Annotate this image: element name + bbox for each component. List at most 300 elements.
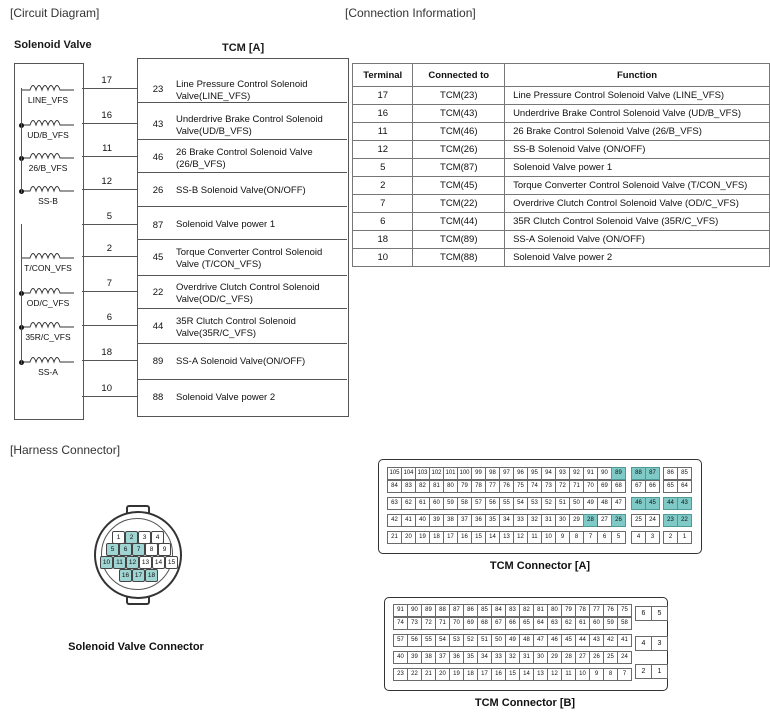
table-row xyxy=(353,159,770,177)
connector-cell: 36 xyxy=(471,514,486,527)
connector-pin: 13 xyxy=(139,556,152,569)
connector-cell: 34 xyxy=(477,651,492,664)
connector-cell: 9 xyxy=(589,668,604,681)
table-row xyxy=(353,195,770,213)
table-row xyxy=(353,231,770,249)
cell-connected-to: TCM(23) xyxy=(413,87,505,105)
cell-terminal: 16 xyxy=(353,105,413,123)
lead-wire xyxy=(82,360,137,361)
table-row xyxy=(353,105,770,123)
connector-cell: 23 xyxy=(663,514,678,527)
coil-label: OD/C_VFS xyxy=(26,298,70,308)
connector-cell: 41 xyxy=(617,634,632,647)
connector-cell: 86 xyxy=(463,604,478,617)
connector-cell: 86 xyxy=(663,467,678,480)
connector-cell: 82 xyxy=(519,604,534,617)
lead-wire xyxy=(82,291,137,292)
bus-wire-1 xyxy=(21,88,22,193)
connector-cell: 103 xyxy=(415,467,430,480)
connector-cell: 1 xyxy=(677,531,692,544)
connector-cell-side: 3 xyxy=(651,636,668,651)
connector-cell: 45 xyxy=(561,634,576,647)
connector-cell: 3 xyxy=(645,531,660,544)
cell-terminal: 17 xyxy=(353,87,413,105)
tcm-row-separator xyxy=(137,308,347,309)
cell-connected-to: TCM(43) xyxy=(413,105,505,123)
connector-pin: 10 xyxy=(100,556,113,569)
connector-cell: 60 xyxy=(429,497,444,510)
lead-wire xyxy=(82,156,137,157)
connector-cell: 101 xyxy=(443,467,458,480)
connector-cell: 62 xyxy=(401,497,416,510)
connector-cell: 63 xyxy=(547,617,562,630)
connector-cell: 67 xyxy=(631,480,646,493)
connector-cell: 58 xyxy=(457,497,472,510)
tcm-a-label: TCM [A] xyxy=(222,42,265,54)
connection-information-title: [Connection Information] xyxy=(345,6,476,20)
lead-wire xyxy=(82,396,137,397)
lead-wire xyxy=(82,256,137,257)
cell-function: Solenoid Valve power 1 xyxy=(505,159,770,177)
connector-cell: 64 xyxy=(533,617,548,630)
cell-connected-to: TCM(44) xyxy=(413,213,505,231)
connector-cell: 2 xyxy=(663,531,678,544)
connector-cell: 77 xyxy=(485,480,500,493)
connector-cell: 37 xyxy=(435,651,450,664)
pin-number: 11 xyxy=(102,143,112,154)
connector-cell: 35 xyxy=(463,651,478,664)
connector-cell: 56 xyxy=(485,497,500,510)
connector-cell: 100 xyxy=(457,467,472,480)
connector-cell: 17 xyxy=(443,531,458,544)
connector-cell: 33 xyxy=(491,651,506,664)
connector-cell: 34 xyxy=(499,514,514,527)
connector-cell: 49 xyxy=(505,634,520,647)
tcm-row-separator xyxy=(137,275,347,276)
lead-wire xyxy=(82,189,137,190)
connector-cell: 62 xyxy=(561,617,576,630)
tcm-row-separator xyxy=(137,206,347,207)
connector-cell: 47 xyxy=(533,634,548,647)
connector-cell: 18 xyxy=(463,668,478,681)
connector-pin: 1 xyxy=(112,531,125,544)
connector-cell: 20 xyxy=(435,668,450,681)
connector-cell: 15 xyxy=(471,531,486,544)
tcm-row-separator xyxy=(137,343,347,344)
connector-cell: 11 xyxy=(561,668,576,681)
connector-cell: 97 xyxy=(499,467,514,480)
coil-label: 26/B_VFS xyxy=(28,163,68,173)
circuit-diagram-title: [Circuit Diagram] xyxy=(10,6,100,20)
connector-cell: 96 xyxy=(513,467,528,480)
connector-cell: 52 xyxy=(541,497,556,510)
connector-cell: 67 xyxy=(491,617,506,630)
connector-cell: 39 xyxy=(429,514,444,527)
tcm-function-text: 26 Brake Control Solenoid Valve (26/B_VFS) xyxy=(176,147,313,170)
tcm-row-separator xyxy=(137,239,347,240)
coil-label: UD/B_VFS xyxy=(27,130,69,140)
connector-cell-side: 5 xyxy=(651,606,668,621)
connector-cell: 21 xyxy=(421,668,436,681)
connector-cell: 78 xyxy=(471,480,486,493)
connector-cell: 85 xyxy=(677,467,692,480)
tcm-connector-b-graphic xyxy=(384,597,668,691)
cell-connected-to: TCM(26) xyxy=(413,141,505,159)
lead-wire xyxy=(82,123,137,124)
connector-cell: 68 xyxy=(477,617,492,630)
coil-ud-b-vfs xyxy=(22,115,74,141)
connector-pin: 4 xyxy=(151,531,164,544)
pin-number: 2 xyxy=(106,243,112,254)
connector-cell: 7 xyxy=(583,531,598,544)
connector-cell: 70 xyxy=(449,617,464,630)
connector-pin: 16 xyxy=(119,569,132,582)
connector-cell: 16 xyxy=(457,531,472,544)
connector-cell: 59 xyxy=(443,497,458,510)
connector-cell: 23 xyxy=(393,668,408,681)
connector-cell: 41 xyxy=(401,514,416,527)
coil-35r-c-vfs xyxy=(22,317,74,343)
tcm-function-text: Solenoid Valve power 2 xyxy=(176,392,276,403)
connector-cell: 90 xyxy=(597,467,612,480)
connector-cell: 14 xyxy=(519,668,534,681)
column-header-terminal: Terminal xyxy=(353,64,413,87)
connector-cell: 89 xyxy=(421,604,436,617)
cell-function: Line Pressure Control Solenoid Valve (LINE_VFS) xyxy=(505,87,770,105)
connector-cell: 31 xyxy=(519,651,534,664)
connector-cell: 53 xyxy=(449,634,464,647)
cell-function: Overdrive Clutch Control Solenoid Valve (OD/C_VFS) xyxy=(505,195,770,213)
connector-cell: 64 xyxy=(677,480,692,493)
connector-cell: 8 xyxy=(603,668,618,681)
connector-cell: 47 xyxy=(611,497,626,510)
connector-cell: 79 xyxy=(457,480,472,493)
connector-cell: 72 xyxy=(421,617,436,630)
connector-cell: 51 xyxy=(477,634,492,647)
connector-cell: 55 xyxy=(499,497,514,510)
connector-cell: 24 xyxy=(617,651,632,664)
harness-connector-title: [Harness Connector] xyxy=(10,443,121,457)
connector-cell: 13 xyxy=(499,531,514,544)
connector-cell: 40 xyxy=(393,651,408,664)
cell-terminal: 18 xyxy=(353,231,413,249)
tcm-row-separator xyxy=(137,102,347,103)
connector-cell: 69 xyxy=(597,480,612,493)
connector-cell: 92 xyxy=(569,467,584,480)
cell-terminal: 11 xyxy=(353,123,413,141)
connector-cell: 30 xyxy=(555,514,570,527)
connector-cell: 38 xyxy=(443,514,458,527)
connector-cell: 81 xyxy=(533,604,548,617)
cell-connected-to: TCM(22) xyxy=(413,195,505,213)
connector-cell: 74 xyxy=(527,480,542,493)
connector-cell: 98 xyxy=(485,467,500,480)
tcm-function-text: Solenoid Valve power 1 xyxy=(176,219,276,230)
connector-cell: 76 xyxy=(499,480,514,493)
connector-cell: 19 xyxy=(415,531,430,544)
connector-cell: 22 xyxy=(407,668,422,681)
connector-cell: 4 xyxy=(631,531,646,544)
coil-label: SS-A xyxy=(38,367,58,377)
connector-cell: 10 xyxy=(575,668,590,681)
cell-function: Solenoid Valve power 2 xyxy=(505,249,770,267)
connector-cell: 91 xyxy=(393,604,408,617)
connector-cell: 105 xyxy=(387,467,402,480)
connector-cell: 54 xyxy=(435,634,450,647)
connector-cell: 69 xyxy=(463,617,478,630)
tcm-terminal: 23 xyxy=(152,84,164,95)
connector-cell: 33 xyxy=(513,514,528,527)
connector-cell: 81 xyxy=(429,480,444,493)
connector-cell: 19 xyxy=(449,668,464,681)
column-header-function: Function xyxy=(505,64,770,87)
connector-pin: 15 xyxy=(165,556,178,569)
connector-cell: 56 xyxy=(407,634,422,647)
connector-cell: 48 xyxy=(597,497,612,510)
tcm-terminal: 43 xyxy=(152,119,164,130)
connector-pin: 5 xyxy=(106,543,119,556)
table-row xyxy=(353,87,770,105)
connector-cell: 42 xyxy=(387,514,402,527)
connector-cell: 37 xyxy=(457,514,472,527)
tcm-function-text: 35R Clutch Control Solenoid Valve(35R/C_VFS) xyxy=(176,316,296,339)
connector-cell: 26 xyxy=(611,514,626,527)
connector-cell: 77 xyxy=(589,604,604,617)
pin-number: 7 xyxy=(106,278,112,289)
connector-cell: 28 xyxy=(561,651,576,664)
connector-cell: 10 xyxy=(541,531,556,544)
connector-cell: 71 xyxy=(569,480,584,493)
coil-26-b-vfs xyxy=(22,148,74,174)
pin-number: 10 xyxy=(101,383,112,394)
connector-cell: 44 xyxy=(663,497,678,510)
connector-cell: 73 xyxy=(407,617,422,630)
bus-wire-2 xyxy=(21,224,22,364)
pin-number: 12 xyxy=(101,176,112,187)
connector-cell: 88 xyxy=(631,467,646,480)
cell-connected-to: TCM(46) xyxy=(413,123,505,141)
cell-connected-to: TCM(88) xyxy=(413,249,505,267)
connector-pin: 8 xyxy=(145,543,158,556)
connector-cell: 53 xyxy=(527,497,542,510)
column-header-connected-to: Connected to xyxy=(413,64,505,87)
connector-cell: 51 xyxy=(555,497,570,510)
tcm-row-separator xyxy=(137,139,347,140)
connector-cell: 42 xyxy=(603,634,618,647)
table-row xyxy=(353,177,770,195)
connector-cell: 59 xyxy=(603,617,618,630)
connector-cell: 68 xyxy=(611,480,626,493)
connector-cell: 74 xyxy=(393,617,408,630)
coil-label: SS-B xyxy=(38,196,58,206)
connector-cell: 61 xyxy=(415,497,430,510)
connector-cell: 80 xyxy=(443,480,458,493)
cell-terminal: 5 xyxy=(353,159,413,177)
connector-cell: 25 xyxy=(631,514,646,527)
cell-function: SS-A Solenoid Valve (ON/OFF) xyxy=(505,231,770,249)
connector-cell: 104 xyxy=(401,467,416,480)
connector-cell: 75 xyxy=(617,604,632,617)
connector-cell: 8 xyxy=(569,531,584,544)
connector-pin: 6 xyxy=(119,543,132,556)
connector-cell: 16 xyxy=(491,668,506,681)
connector-cell: 35 xyxy=(485,514,500,527)
connector-cell: 43 xyxy=(677,497,692,510)
connector-cell: 6 xyxy=(597,531,612,544)
connector-cell: 85 xyxy=(477,604,492,617)
connector-cell: 29 xyxy=(569,514,584,527)
cell-terminal: 12 xyxy=(353,141,413,159)
connector-pin: 3 xyxy=(138,531,151,544)
connector-cell: 83 xyxy=(401,480,416,493)
connector-cell: 46 xyxy=(547,634,562,647)
connector-cell: 84 xyxy=(387,480,402,493)
connector-cell: 63 xyxy=(387,497,402,510)
connector-cell: 73 xyxy=(541,480,556,493)
connector-cell: 5 xyxy=(611,531,626,544)
connector-cell: 61 xyxy=(575,617,590,630)
table-row xyxy=(353,213,770,231)
connector-cell: 9 xyxy=(555,531,570,544)
cell-terminal: 10 xyxy=(353,249,413,267)
solenoid-valve-connector-caption: Solenoid Valve Connector xyxy=(68,641,204,653)
connector-cell: 82 xyxy=(415,480,430,493)
connector-cell: 7 xyxy=(617,668,632,681)
pin-number: 5 xyxy=(106,211,112,222)
connector-cell: 88 xyxy=(435,604,450,617)
tcm-row-separator xyxy=(137,379,347,380)
connector-cell: 72 xyxy=(555,480,570,493)
connector-pin: 18 xyxy=(145,569,158,582)
connector-cell: 43 xyxy=(589,634,604,647)
connector-cell: 79 xyxy=(561,604,576,617)
tcm-function-text: Underdrive Brake Control Solenoid Valve(UD/B_VFS) xyxy=(176,114,323,137)
solenoid-valve-label: Solenoid Valve xyxy=(14,39,92,51)
connector-cell: 20 xyxy=(401,531,416,544)
pin-number: 16 xyxy=(101,110,112,121)
connector-cell: 11 xyxy=(527,531,542,544)
connector-cell: 26 xyxy=(589,651,604,664)
connector-cell: 45 xyxy=(645,497,660,510)
tcm-connector-b-caption: TCM Connector [B] xyxy=(474,697,576,709)
cell-function: Underdrive Brake Control Solenoid Valve (UD/B_VFS) xyxy=(505,105,770,123)
connector-cell: 57 xyxy=(471,497,486,510)
connector-cell: 102 xyxy=(429,467,444,480)
connector-cell: 24 xyxy=(645,514,660,527)
connector-cell: 76 xyxy=(603,604,618,617)
tcm-terminal: 45 xyxy=(152,252,164,263)
connector-cell: 58 xyxy=(617,617,632,630)
connector-cell: 99 xyxy=(471,467,486,480)
connector-cell: 78 xyxy=(575,604,590,617)
connector-cell-side: 4 xyxy=(635,636,652,651)
solenoid-valve-connector-graphic xyxy=(88,505,184,601)
coil-ss-b xyxy=(22,181,74,207)
connector-cell: 87 xyxy=(645,467,660,480)
cell-connected-to: TCM(45) xyxy=(413,177,505,195)
connector-pin: 7 xyxy=(132,543,145,556)
connector-cell: 38 xyxy=(421,651,436,664)
connector-cell: 22 xyxy=(677,514,692,527)
tcm-function-text: Overdrive Clutch Control Solenoid Valve(OD/C_VFS) xyxy=(176,282,320,305)
coil-label: T/CON_VFS xyxy=(24,263,72,273)
connector-pin: 14 xyxy=(152,556,165,569)
connector-cell: 50 xyxy=(491,634,506,647)
connector-cell: 39 xyxy=(407,651,422,664)
connector-cell: 49 xyxy=(583,497,598,510)
connector-pin: 17 xyxy=(132,569,145,582)
tcm-function-text: Line Pressure Control Solenoid Valve(LINE_VFS) xyxy=(176,79,308,102)
coil-label: 35R/C_VFS xyxy=(25,332,71,342)
connector-cell: 32 xyxy=(505,651,520,664)
connector-cell: 40 xyxy=(415,514,430,527)
cell-function: 26 Brake Control Solenoid Valve (26/B_VFS) xyxy=(505,123,770,141)
connector-cell: 65 xyxy=(663,480,678,493)
connector-cell-side: 6 xyxy=(635,606,652,621)
tcm-row-separator xyxy=(137,172,347,173)
connector-cell: 28 xyxy=(583,514,598,527)
connector-cell: 66 xyxy=(505,617,520,630)
connector-cell: 44 xyxy=(575,634,590,647)
coil-ss-a xyxy=(22,352,74,378)
connector-cell: 13 xyxy=(533,668,548,681)
pin-number: 18 xyxy=(101,347,112,358)
pin-number: 17 xyxy=(101,75,112,86)
connector-cell: 75 xyxy=(513,480,528,493)
connector-cell: 14 xyxy=(485,531,500,544)
connector-cell: 15 xyxy=(505,668,520,681)
connector-cell: 30 xyxy=(533,651,548,664)
connector-cell: 60 xyxy=(589,617,604,630)
lead-wire xyxy=(82,88,137,89)
connector-cell: 50 xyxy=(569,497,584,510)
tcm-function-text: SS-B Solenoid Valve(ON/OFF) xyxy=(176,185,306,196)
connector-cell: 31 xyxy=(541,514,556,527)
cell-connected-to: TCM(87) xyxy=(413,159,505,177)
tcm-terminal: 89 xyxy=(152,356,164,367)
connector-cell: 57 xyxy=(393,634,408,647)
connector-cell: 89 xyxy=(611,467,626,480)
connector-pin: 11 xyxy=(113,556,126,569)
connector-cell: 18 xyxy=(429,531,444,544)
connector-cell: 52 xyxy=(463,634,478,647)
connector-cell: 80 xyxy=(547,604,562,617)
connector-cell: 93 xyxy=(555,467,570,480)
connector-cell: 29 xyxy=(547,651,562,664)
tcm-terminal: 44 xyxy=(152,321,164,332)
connector-cell: 25 xyxy=(603,651,618,664)
tcm-terminal: 88 xyxy=(152,392,164,403)
connector-cell: 12 xyxy=(547,668,562,681)
connector-cell: 87 xyxy=(449,604,464,617)
connector-cell: 55 xyxy=(421,634,436,647)
table-header-row xyxy=(353,64,770,87)
tcm-function-text: Torque Converter Control Solenoid Valve (T/CON_VFS) xyxy=(176,247,323,270)
connector-cell: 32 xyxy=(527,514,542,527)
connector-cell: 36 xyxy=(449,651,464,664)
cell-function: 35R Clutch Control Solenoid Valve (35R/C_VFS) xyxy=(505,213,770,231)
coil-t-con-vfs xyxy=(22,248,74,274)
connector-cell: 21 xyxy=(387,531,402,544)
connector-pin: 12 xyxy=(126,556,139,569)
tcm-terminal: 26 xyxy=(152,185,164,196)
lead-wire xyxy=(82,224,137,225)
connector-cell: 66 xyxy=(645,480,660,493)
connector-cell: 12 xyxy=(513,531,528,544)
cell-terminal: 2 xyxy=(353,177,413,195)
connector-pin: 9 xyxy=(158,543,171,556)
connector-cell: 83 xyxy=(505,604,520,617)
